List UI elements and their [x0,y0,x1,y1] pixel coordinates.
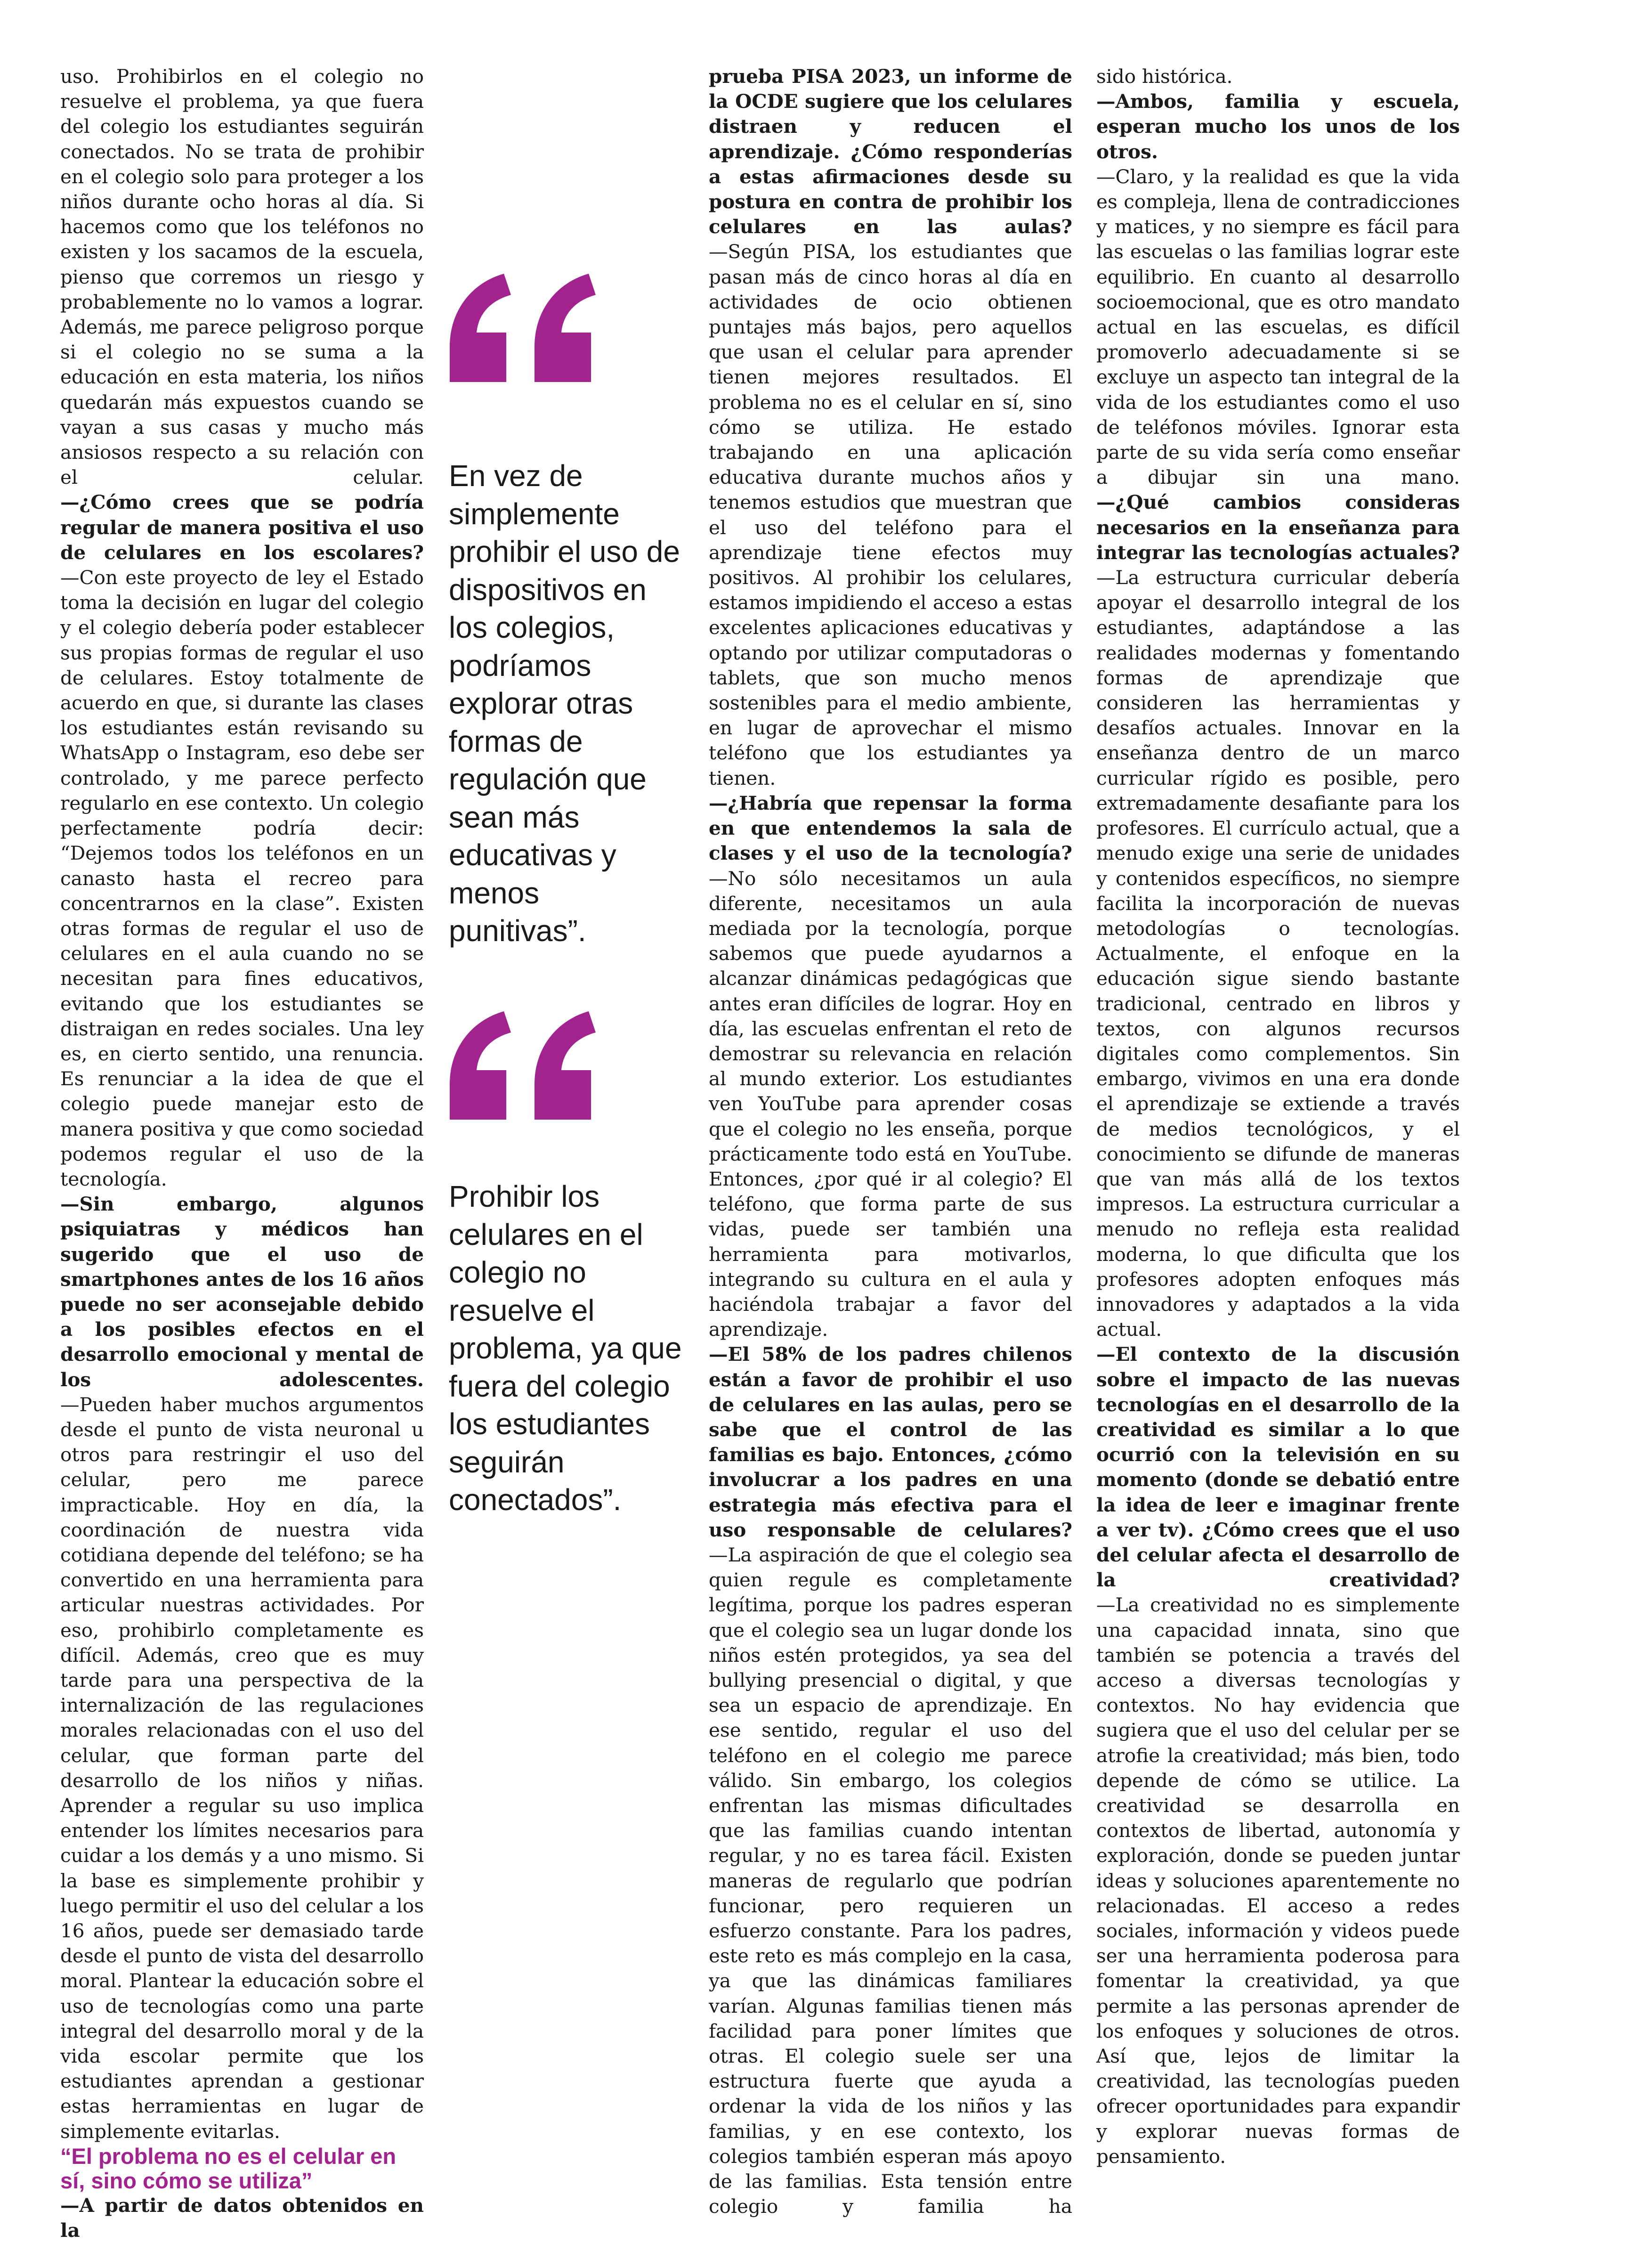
paragraph: —La aspiración de que el colegio sea quien regule es completamente legítima, porque los padres esperan que el colegio sea un lugar donde los niños estén protegidos, ya sea del bullying presencial o digital, y que sea un espacio de aprendizaje. En ese sentido, regular el uso del teléfono en el colegio me parece válido. Sin embargo, los colegios enfrentan las mismas dificultades que las familias cuando intentan regular, y no es tarea fácil. Existen maneras de regularlo que podrían funcionar, pero requieren un esfuerzo constante. Para los padres, este reto es más complejo en la casa, ya que las dinámicas familiares varían. Algunas familias tienen más facilidad para poner límites que otras. El colegio suele ser una estructura fuerte que ayuda a ordenar la vida de los niños y las familias, y en ese contexto, los colegios también esperan más apoyo de las familias. Esta tensión entre colegio y familia ha [709,1543,1072,2218]
paragraph: uso. Prohibirlos en el colegio no resuelve el problema, ya que fuera del colegio los estudiantes seguirán conectados. No se trata de prohibir en el colegio solo para proteger a los niños durante ocho horas al día. Si hacemos como que los teléfonos no existen y los sacamos de la escuela, pienso que corremos un riesgo y probablemente no lo vamos a lograr. Además, me parece peligroso porque si el colegio no se suma a la educación en esta materia, los niños quedarán más expuestos cuando se vayan a sus casas y mucho más ansiosos respecto a su relación con el celular. [60,65,424,489]
paragraph: —No sólo necesitamos un aula diferente, necesitamos un aula mediada por la tecnología, porque sabemos que puede ayudarnos a alcanzar dinámicas pedagógicas que antes eran difíciles de lograr. Hoy en día, las escuelas enfrentan el reto de demostrar su relevancia en relación al mundo exterior. Los estudiantes ven YouTube para aprender cosas que el colegio no les enseña, porque prácticamente todo está en YouTube. Entonces, ¿por qué ir al colegio? El teléfono, que forma parte de sus vidas, puede ser también una herramienta para motivarlos, integrando su cultura en el aula y haciéndola trabajar a favor del aprendizaje. [709,867,1072,1341]
pull-quote-1: En vez de simplemente prohibir el uso de dispositivos en los colegios, podríamos explorar otras formas de regulación que sean más educativas y menos punitivas”. [449,459,680,948]
question: —¿Cómo crees que se podría regular de manera positiva el uso de celulares en los escolares? [60,491,424,564]
question: —A partir de datos obtenidos en la [60,2194,424,2242]
paragraph: —La estructura curricular debería apoyar el desarrollo integral de los estudiantes, adaptándose a las realidades modernas y fomentando formas de aprendizaje que consideren las herramientas y desafíos actuales. Innovar en la enseñanza dentro de un marco curricular rígido es posible, pero extremadamente desafiante para los profesores. El currículo actual, que a menudo exige una serie de unidades y contenidos específicos, no siempre facilita la incorporación de nuevas metodologías o tecnologías. Actualmente, el enfoque en la educación sigue siendo bastante tradicional, centrado en libros y textos, con algunos recursos digitales como complementos. Sin embargo, vivimos en una era donde el aprendizaje se extiende a través de medios tecnológicos, y el conocimiento se difunde de maneras que van más allá de los textos impresos. La estructura curricular a menudo no refleja esta realidad moderna, lo que dificulta que los profesores adopten enfoques más innovadores y adaptados a la vida actual. [1096,566,1460,1341]
column-4 [1096,64,1460,2169]
paragraph: —Con este proyecto de ley el Estado toma la decisión en lugar del colegio y el colegio debería poder establecer sus propias formas de regular el uso de celulares. Estoy totalmente de acuerdo en que, si durante las clases los estudiantes están revisando su WhatsApp o Instagram, eso debe ser controlado, y me parece perfecto regularlo en ese contexto. Un colegio perfectamente podría decir: “Dejemos todos los teléfonos en un canasto hasta el recreo para concentrarnos en la clase”. Existen otras formas de regular el uso de celulares en el aula cuando no se necesitan para fines educativos, evitando que los estudiantes se distraigan en redes sociales. Una ley es, en cierto sentido, una renuncia. Es renunciar a la idea de que el colegio puede manejar esto de manera positiva y que como sociedad podemos regular el uso de la tecnología. [60,566,424,1190]
pull-quote-2: Prohibir los celulares en el colegio no resuelve el problema, ya que fuera del colegio los estudiantes seguirán conectados”. [449,1179,682,1517]
question: —¿Habría que repensar la forma en que entendemos la sala de clases y el uso de la tecnología? [709,791,1072,865]
question: —El 58% de los padres chilenos están a favor de prohibir el uso de celulares en las aulas, pero se sabe que el control de las familias es bajo. Entonces, ¿cómo involucrar a los padres en una estrategia más efectiva para el uso responsable de celulares? [709,1343,1072,1541]
paragraph: sido histórica. [1096,65,1233,88]
paragraph: —La creatividad no es simplemente una capacidad innata, sino que también se potencia a través del acceso a diversas tecnologías y contextos. No hay evidencia que sugiera que el uso del celular per se atrofie la creatividad; más bien, todo depende de cómo se utilice. La creatividad se desarrolla en contextos de libertad, autonomía y exploración, donde se pueden juntar ideas y soluciones aparentemente no relacionadas. El acceso a redes sociales, información y videos puede ser una herramienta poderosa para fomentar la creatividad, ya que permite a las personas aprender de los enfoques y soluciones de otros. Así que, lejos de limitar la creatividad, las tecnologías pueden ofrecer oportunidades para expandir y explorar nuevas formas de pensamiento. [1096,1593,1460,2168]
quote-open-icon [447,271,603,384]
paragraph: —Según PISA, los estudiantes que pasan más de cinco horas al día en actividades de ocio obtienen puntajes más bajos, pero aquellos que usan el celular para aprender tienen mejores resultados. El problema no es el celular en sí, sino cómo se utiliza. He estado trabajando en una aplicación educativa durante muchos años y tenemos estudios que muestran que el uso del teléfono para el aprendizaje tiene efectos muy positivos. Al prohibir los celulares, estamos impidiendo el acceso a estas excelentes aplicaciones educativas y optando por utilizar computadoras o tablets, que son mucho menos sostenibles para el medio ambiente, en lugar de aprovechar el mismo teléfono que los estudiantes ya tienen. [709,240,1072,789]
question: —Sin embargo, algunos psiquiatras y médicos han sugerido que el uso de smartphones antes de los 16 años puede no ser aconsejable debido a los posibles efectos en el desarrollo emocional y mental de los adolescentes. [60,1193,424,1391]
column-3 [709,64,1072,2219]
question: —¿Qué cambios consideras necesarios en la enseñanza para integrar las tecnologías actuales? [1096,491,1460,564]
question: —El contexto de la discusión sobre el impacto de las nuevas tecnologías en el desarrollo de la creatividad es similar a lo que ocurrió con la televisión en su momento (donde se debatió entre la idea de leer e imaginar frente a ver tv). ¿Cómo crees que el uso del celular afecta el desarrollo de la creatividad? [1096,1343,1460,1592]
quote-open-icon [447,1009,603,1122]
paragraph: —Claro, y la realidad es que la vida es compleja, llena de contradicciones y matices, y no siempre es fácil para las escuelas o las familias lograr este equilibrio. En cuanto al desarrollo socioemocional, que es otro mandato actual en las escuelas, es difícil promoverlo adecuadamente si se excluye un aspecto tan integral de la vida de los estudiantes como el uso de teléfonos móviles. Ignorar esta parte de su vida sería como enseñar a dibujar sin una mano. [1096,165,1460,489]
question: prueba PISA 2023, un informe de la OCDE sugiere que los celulares distraen y reducen el aprendizaje. ¿Cómo responderías a estas afirmaciones desde su postura en contra de prohibir los celulares en las aulas? [709,65,1072,238]
question: —Ambos, familia y escuela, esperan mucho los unos de los otros. [1096,90,1460,163]
section-subhead: “El problema no es el celular en sí, sino cómo se utiliza” [60,2143,397,2193]
paragraph: —Pueden haber muchos argumentos desde el punto de vista neuronal u otros para restringir el uso del celular, pero me parece impracticable. Hoy en día, la coordinación de nuestra vida cotidiana depende del teléfono; se ha convertido en una herramienta para articular nuestras actividades. Por eso, prohibirlo completamente es difícil. Además, creo que es muy tarde para una perspectiva de la internalización de las regulaciones morales relacionadas con el uso del celular, que forman parte del desarrollo de los niños y niñas. Aprender a regular su uso implica entender los límites necesarios para cuidar a los demás y a uno mismo. Si la base es simplemente prohibir y luego permitir el uso del celular a los 16 años, puede ser demasiado tarde desde el punto de vista del desarrollo moral. Plantear la educación sobre el uso de tecnologías como una parte integral del desarrollo moral y de la vida escolar permite que los estudiantes aprendan a gestionar estas herramientas en lugar de simplemente evitarlas. [60,1393,424,2143]
column-1 [60,64,424,2243]
